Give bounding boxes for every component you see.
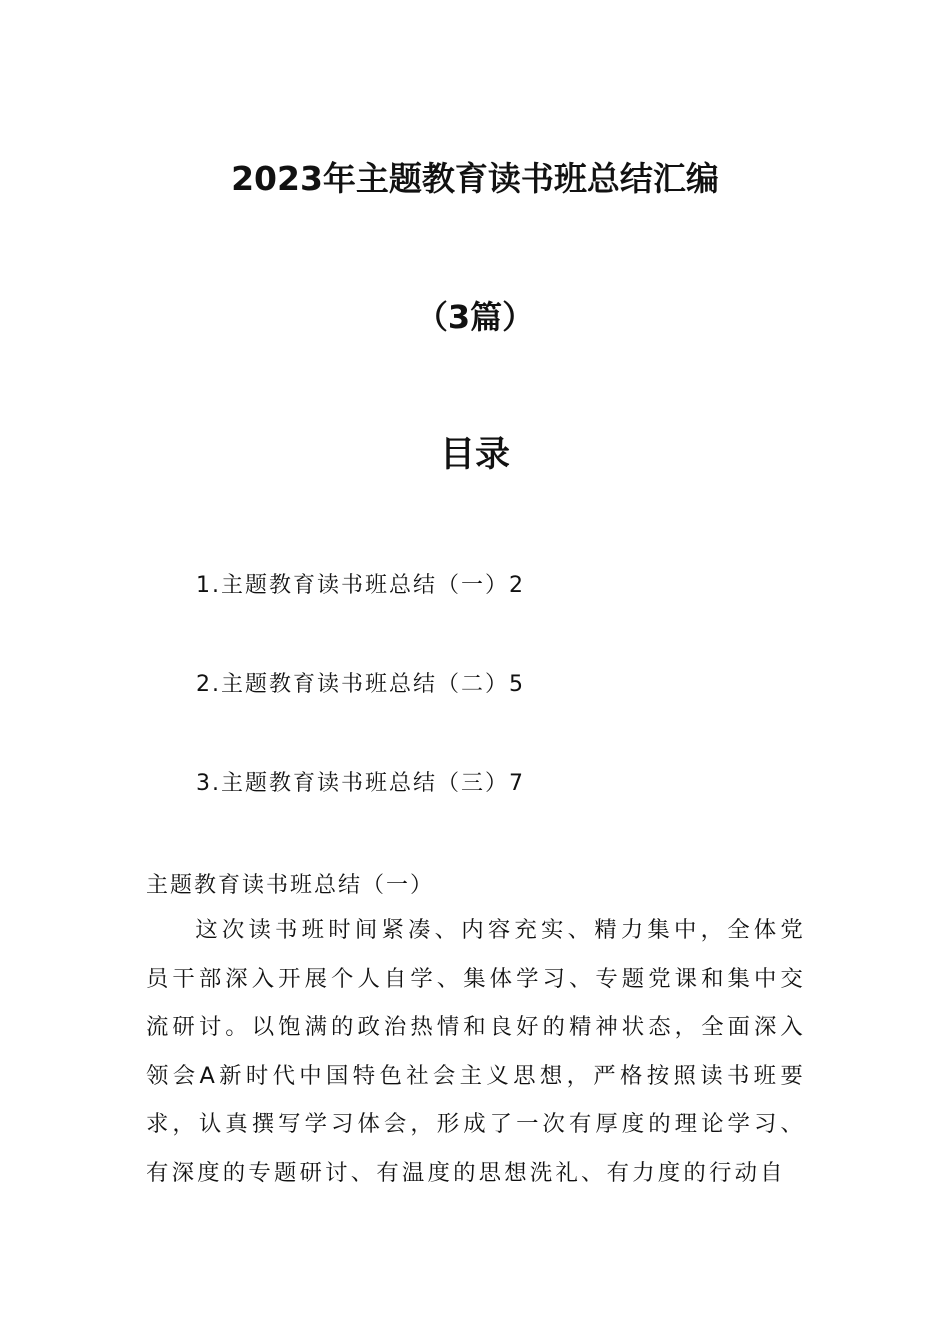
- toc-item-page: 5: [509, 672, 525, 697]
- toc-item-label: 3.主题教育读书班总结（三）: [196, 771, 509, 796]
- toc-item-page: 7: [509, 771, 525, 796]
- section-one: [146, 866, 806, 1197]
- toc-item[interactable]: [196, 665, 525, 764]
- section-paragraph: 这次读书班时间紧凑、内容充实、精力集中，全体党员干部深入开展个人自学、集体学习、专题党课和集中交流研讨。以饱满的政治热情和良好的精神状态，全面深入领会A新时代中国特色社会主义思想，严格按照读书班要求，认真撰写学习体会，形成了一次有厚度的理论学习、有深度的专题研讨、有温度的思想洗礼、有力度的行动自: [146, 917, 806, 1186]
- toc-item-label: 2.主题教育读书班总结（二）: [196, 672, 509, 697]
- table-of-contents: [196, 566, 525, 863]
- section-title: 主题教育读书班总结（一）: [146, 873, 435, 898]
- document-title: 2023年主题教育读书班总结汇编: [231, 159, 719, 198]
- toc-item-label: 1.主题教育读书班总结（一）: [196, 573, 509, 598]
- toc-heading: 目录: [439, 435, 510, 475]
- toc-item[interactable]: [196, 764, 525, 863]
- toc-item-page: 2: [509, 573, 525, 598]
- toc-item[interactable]: [196, 566, 525, 665]
- document-subtitle: （3篇）: [415, 298, 535, 336]
